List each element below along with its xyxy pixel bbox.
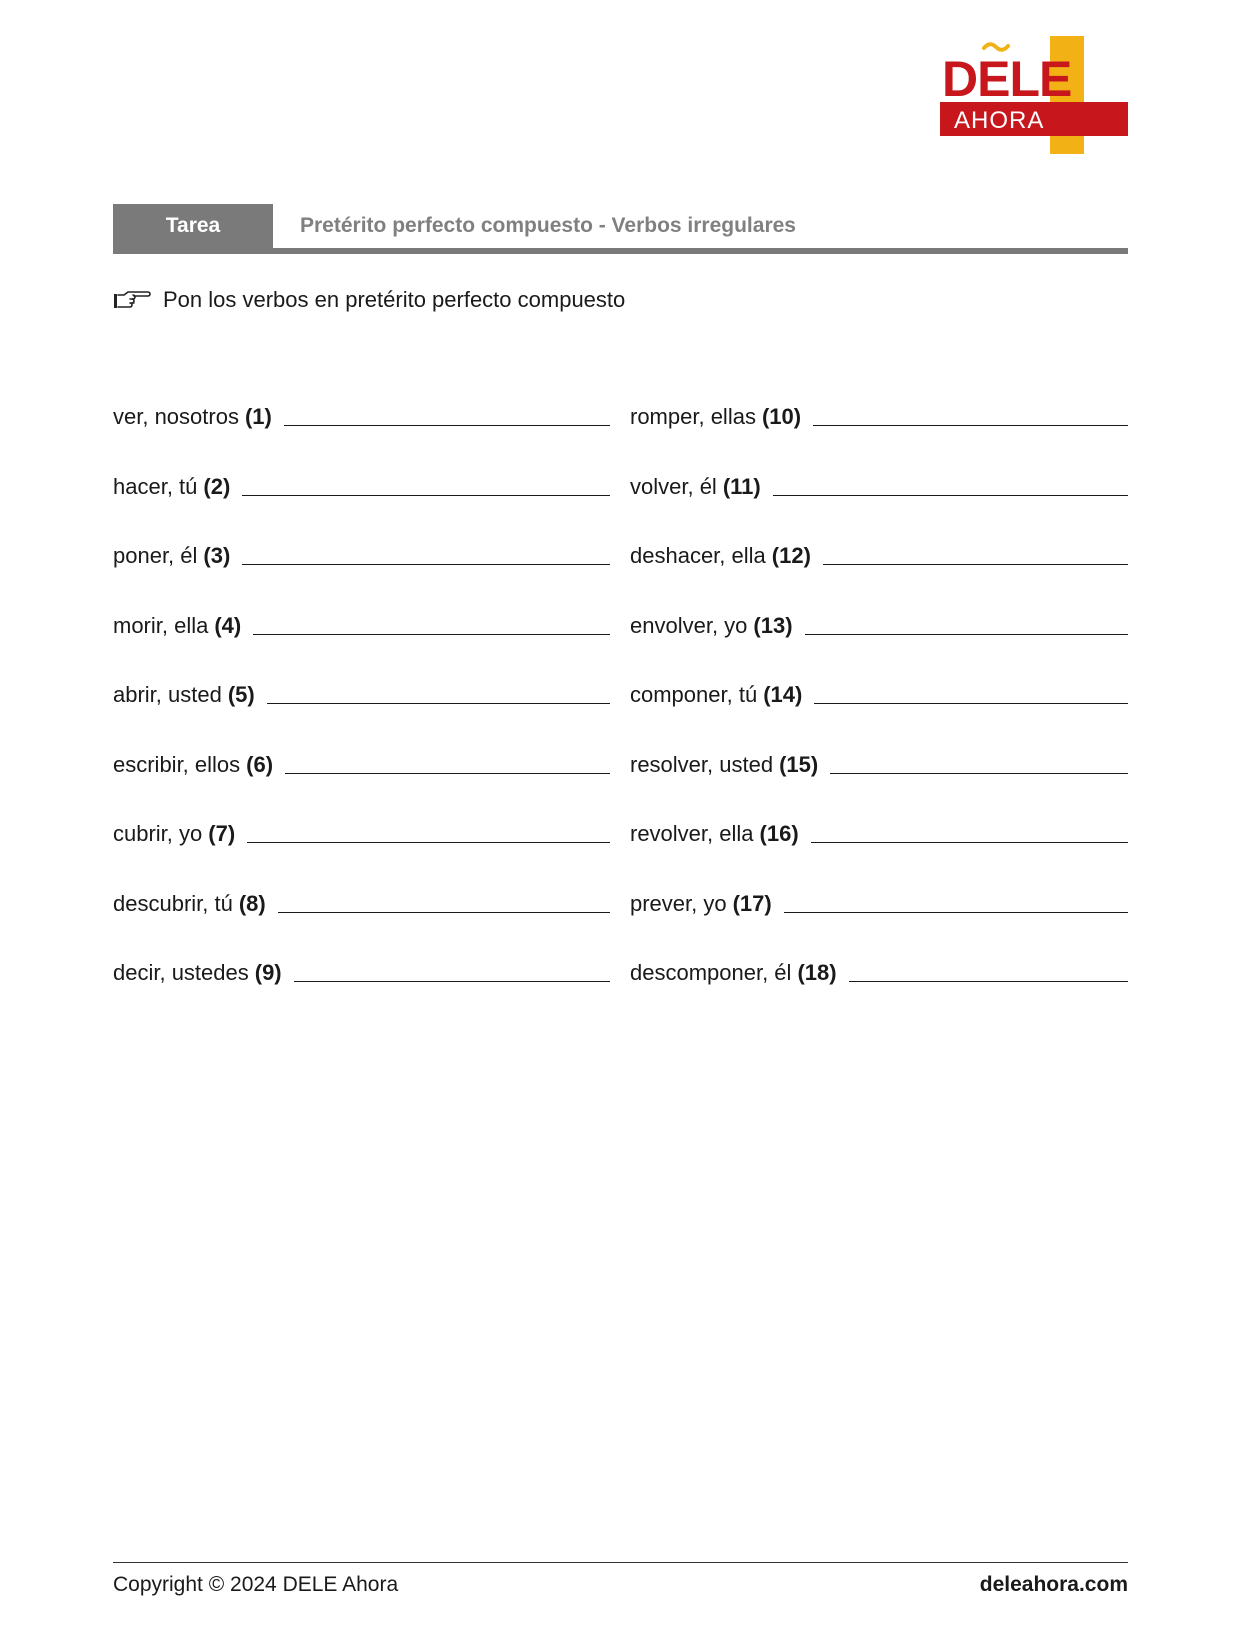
exercise-number: (9) xyxy=(254,960,282,985)
footer-copyright: Copyright © 2024 DELE Ahora xyxy=(113,1573,399,1596)
exercise-row xyxy=(113,744,1128,814)
exercise-item-10 xyxy=(630,396,1128,432)
exercise-item-14 xyxy=(630,674,1128,710)
exercise-prompt: escribir, ellos xyxy=(113,751,241,777)
svg-text:AHORA: AHORA xyxy=(954,107,1045,134)
answer-blank[interactable] xyxy=(773,495,1128,496)
exercise-item-12 xyxy=(630,535,1128,571)
answer-blank[interactable] xyxy=(253,634,610,635)
exercise-row xyxy=(113,535,1128,605)
exercise-item-1 xyxy=(113,396,610,432)
exercise-item-18 xyxy=(630,952,1128,988)
answer-blank[interactable] xyxy=(814,703,1128,704)
header-divider xyxy=(113,248,1128,254)
exercise-number: (2) xyxy=(203,473,231,499)
exercise-prompt: volver, él xyxy=(630,473,717,499)
answer-blank[interactable] xyxy=(278,912,610,913)
exercise-number: (6) xyxy=(246,751,274,777)
exercise-number: (10) xyxy=(761,404,802,429)
exercise-number: (4) xyxy=(214,612,242,638)
footer-divider xyxy=(113,1562,1128,1563)
exercise-row xyxy=(113,952,1128,1022)
exercise-item-5 xyxy=(113,674,610,710)
answer-blank[interactable] xyxy=(285,773,610,774)
exercise-item-8 xyxy=(113,883,610,919)
answer-blank[interactable] xyxy=(242,564,610,565)
exercise-number: (15) xyxy=(779,751,819,777)
answer-blank[interactable] xyxy=(849,981,1128,982)
exercise-item-7 xyxy=(113,813,610,849)
exercise-number: (7) xyxy=(208,821,236,846)
exercise-item-11 xyxy=(630,466,1128,502)
exercise-prompt: prever, yo xyxy=(630,890,727,916)
pointing-hand-icon xyxy=(113,287,151,313)
exercise-number: (14) xyxy=(763,682,803,707)
exercise-row xyxy=(113,396,1128,466)
answer-blank[interactable] xyxy=(823,564,1128,565)
exercise-prompt: decir, ustedes xyxy=(113,960,249,985)
answer-blank[interactable] xyxy=(294,981,610,982)
exercise-item-6 xyxy=(113,744,610,780)
exercise-item-9 xyxy=(113,952,610,988)
answer-blank[interactable] xyxy=(267,703,610,704)
exercise-row xyxy=(113,674,1128,744)
exercise-prompt: resolver, usted xyxy=(630,751,774,777)
instruction xyxy=(113,284,625,316)
exercise-number: (16) xyxy=(759,821,799,846)
exercise-prompt: deshacer, ella xyxy=(630,543,766,568)
svg-text:DELE: DELE xyxy=(942,51,1072,107)
task-title: Pretérito perfecto compuesto - Verbos irregulares xyxy=(300,214,796,237)
answer-blank[interactable] xyxy=(284,425,610,426)
exercise-number: (11) xyxy=(722,473,761,499)
exercise-prompt: envolver, yo xyxy=(630,612,748,638)
answer-blank[interactable] xyxy=(784,912,1128,913)
answer-blank[interactable] xyxy=(811,842,1128,843)
exercise-number: (18) xyxy=(797,960,837,985)
exercise-prompt: ver, nosotros xyxy=(113,404,239,429)
exercise-number: (12) xyxy=(771,543,811,568)
exercise-prompt: cubrir, yo xyxy=(113,821,203,846)
exercise-number: (13) xyxy=(753,612,793,638)
task-header xyxy=(113,204,1128,254)
exercise-row xyxy=(113,813,1128,883)
exercise-item-17 xyxy=(630,883,1128,919)
dele-ahora-logo xyxy=(940,36,1128,156)
exercise-prompt: hacer, tú xyxy=(113,473,198,499)
exercise-prompt: descubrir, tú xyxy=(113,890,233,916)
footer-site-link[interactable]: deleahora.com xyxy=(979,1573,1128,1596)
exercise-item-2 xyxy=(113,466,610,502)
exercise-prompt: descomponer, él xyxy=(630,960,792,985)
answer-blank[interactable] xyxy=(242,495,610,496)
exercise-prompt: romper, ellas xyxy=(630,404,756,429)
answer-blank[interactable] xyxy=(830,773,1128,774)
exercise-item-4 xyxy=(113,605,610,641)
exercise-number: (3) xyxy=(203,543,231,568)
exercise-row xyxy=(113,883,1128,953)
exercise-row xyxy=(113,605,1128,675)
answer-blank[interactable] xyxy=(247,842,610,843)
exercise-list xyxy=(113,396,1128,1022)
instruction-text: Pon los verbos en pretérito perfecto compuesto xyxy=(163,287,626,312)
exercise-item-15 xyxy=(630,744,1128,780)
answer-blank[interactable] xyxy=(805,634,1128,635)
exercise-number: (1) xyxy=(244,404,272,429)
answer-blank[interactable] xyxy=(813,425,1128,426)
exercise-number: (17) xyxy=(732,890,772,916)
exercise-item-13 xyxy=(630,605,1128,641)
exercise-prompt: revolver, ella xyxy=(630,821,754,846)
exercise-item-16 xyxy=(630,813,1128,849)
task-tag: Tarea xyxy=(113,204,273,254)
exercise-prompt: morir, ella xyxy=(113,612,209,638)
exercise-prompt: poner, él xyxy=(113,543,198,568)
exercise-prompt: abrir, usted xyxy=(113,682,222,707)
exercise-row xyxy=(113,466,1128,536)
exercise-prompt: componer, tú xyxy=(630,682,758,707)
exercise-number: (8) xyxy=(238,890,266,916)
exercise-number: (5) xyxy=(227,682,255,707)
exercise-item-3 xyxy=(113,535,610,571)
